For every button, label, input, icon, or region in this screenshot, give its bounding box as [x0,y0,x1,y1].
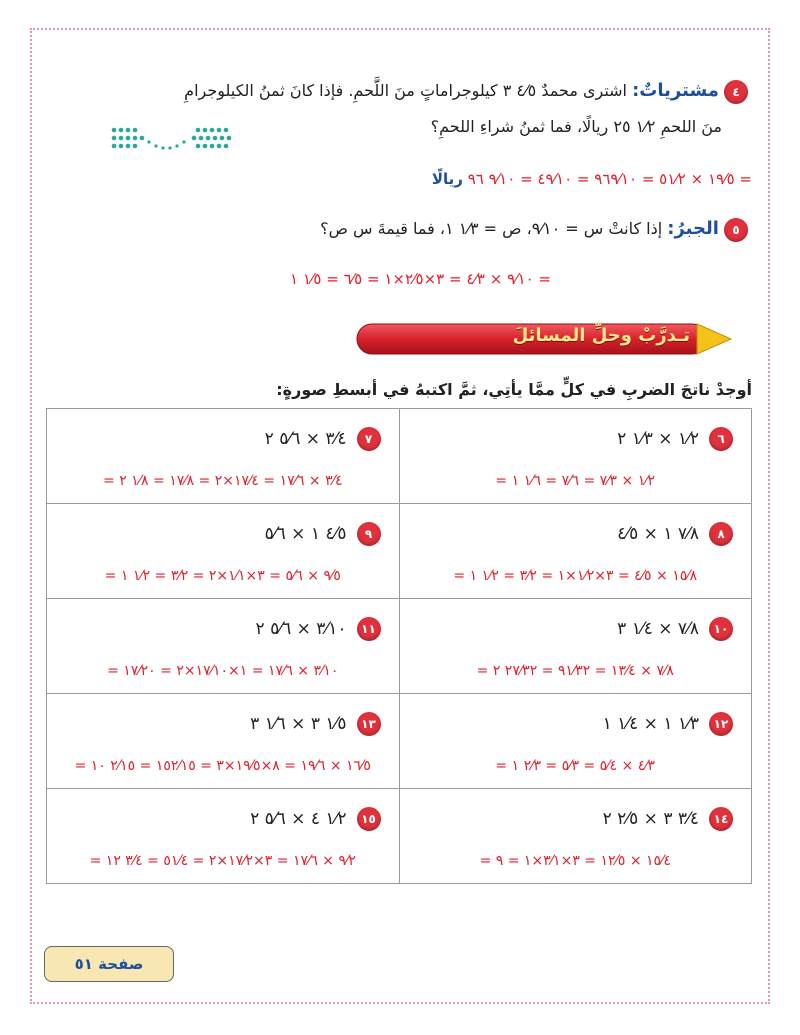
exercise-answer: = ١⁄٢ × ٧⁄٣ = ٧⁄٦ = ١⁄٦ ١ [495,473,656,489]
exercise-cell-8 [399,504,752,599]
problem-text: اشترى محمدٌ ٤⁄٥ ٣ كيلوجراماتٍ منَ اللَّحمِ. فإذا كانَ ثمنُ الكيلوجرامِ [184,81,627,100]
exercise-question: ١⁄٣ ١ × ١⁄٤ ١ [602,714,699,734]
exercise-question: ٧⁄٨ × ١⁄٤ ٣ [617,619,699,639]
exercise-cell-13 [47,694,400,789]
exercise-question: ١⁄٢ × ١⁄٣ ٢ [617,429,699,449]
exercise-number-badge: ١١ [357,617,381,641]
exercise-answer: = ١٦⁄٥ × ١٩⁄٦ = ٨×١٩⁄٥×٣ = ١٥٢⁄١٥ = ٢⁄١٥ ١٠ [74,758,371,774]
exercise-question: ١⁄٢ ٤ × ٥⁄٦ ٢ [250,809,347,829]
problem-number-badge: ٤ [724,80,748,104]
exercise-cell-9 [47,504,400,599]
exercise-answer: = ٣⁄١٠ × ١٧⁄٦ = ١×١٧⁄١٠×٢ = ١٧⁄٢٠ [107,663,339,679]
exercise-number-badge: ٩ [357,522,381,546]
banner-title: تـدرَّبْ وحلِّ المسائلَ [512,325,690,346]
problem-4-line-2: منَ اللحمِ ١⁄٢ ٢٥ ريالًا، فما ثمنُ شراءِ اللحمِ؟ [430,117,722,136]
exercise-number-badge: ١٣ [357,712,381,736]
exercise-question: ٧⁄٨ ١ × ٤⁄٥ [617,524,699,544]
problem-4-line-1 [58,78,748,104]
exercise-cell-15 [47,789,400,884]
problem-keyword: مشترياتٌ: [632,80,719,101]
answer-unit: ريالًا [431,170,463,188]
instruction-text: أوجدْ ناتجَ الضربِ في كلٍّ ممَّا يأتِي، ثمَّ اكتبهُ في أبسطِ صورةٍ: [276,380,752,399]
answer-expression: = ١٩⁄٥ × ٥١⁄٢ = ٩٦٩⁄١٠ = ٤٩⁄١٠ = ٩⁄١٠ ٩٦ [467,170,752,188]
exercise-question: ٤⁄٥ ١ × ٥⁄٦ [264,524,347,544]
problem-number-badge: ٥ [724,218,748,242]
exercise-answer: = ١٥⁄٨ × ٤⁄٥ = ٣×١⁄٢×١ = ٣⁄٢ = ١⁄٢ ١ [453,568,698,584]
exercise-cell-11 [47,599,400,694]
exercise-question: ٣⁄٤ ٣ × ٢⁄٥ ٢ [602,809,699,829]
exercise-cell-7 [47,409,400,504]
exercise-answer: = ٩⁄٢ × ١٧⁄٦ = ٣×١٧⁄٢×٢ = ٥١⁄٤ = ٣⁄٤ ١٢ [89,853,356,869]
problem-keyword: الجبرُ: [667,218,719,239]
exercise-cell-6 [399,409,752,504]
exercise-number-badge: ٦ [709,427,733,451]
exercise-number-badge: ١٥ [357,807,381,831]
page-number-tab: صفحة ٥١ [44,946,174,982]
exercise-number-badge: ٨ [709,522,733,546]
ministry-logo-icon [108,118,238,160]
exercise-answer: = ١٥⁄٤ × ١٢⁄٥ = ٣×٣⁄١×١ = ٩ [479,853,671,869]
problem-5-line [58,216,748,242]
exercise-number-badge: ١٢ [709,712,733,736]
problem-4-answer [52,170,752,188]
problem-text: إذا كانتْ س = ٩⁄١٠، ص = ١⁄٣ ١، فما قيمةَ س ص؟ [320,219,663,238]
exercise-question: ١⁄٥ ٣ × ١⁄٦ ٣ [250,714,347,734]
exercise-grid [46,408,752,884]
exercise-number-badge: ٧ [357,427,381,451]
exercise-cell-14 [399,789,752,884]
exercise-number-badge: ١٤ [709,807,733,831]
exercise-answer: = ٣⁄٤ × ١٧⁄٦ = ١٧⁄٤×٢ = ١٧⁄٨ = ١⁄٨ ٢ [103,473,343,489]
exercise-answer: = ٩⁄٥ × ٥⁄٦ = ٣×١⁄١×٢ = ٣⁄٢ = ١⁄٢ ١ [104,568,341,584]
exercise-cell-12 [399,694,752,789]
exercise-question: ٣⁄١٠ × ٥⁄٦ ٢ [255,619,347,639]
problem-5-answer: = ٩⁄١٠ × ٤⁄٣ = ٣×٢⁄٥×١ = ٦⁄٥ = ١⁄٥ ١ [290,270,552,288]
exercise-number-badge: ١٠ [709,617,733,641]
exercise-question: ٣⁄٤ × ٥⁄٦ ٢ [264,429,347,449]
exercise-answer: = ٤⁄٣ × ٥⁄٤ = ٥⁄٣ = ٢⁄٣ ١ [495,758,656,774]
exercise-cell-10 [399,599,752,694]
exercise-answer: = ٧⁄٨ × ١٣⁄٤ = ٩١⁄٣٢ = ٢٧⁄٣٢ ٢ [476,663,674,679]
